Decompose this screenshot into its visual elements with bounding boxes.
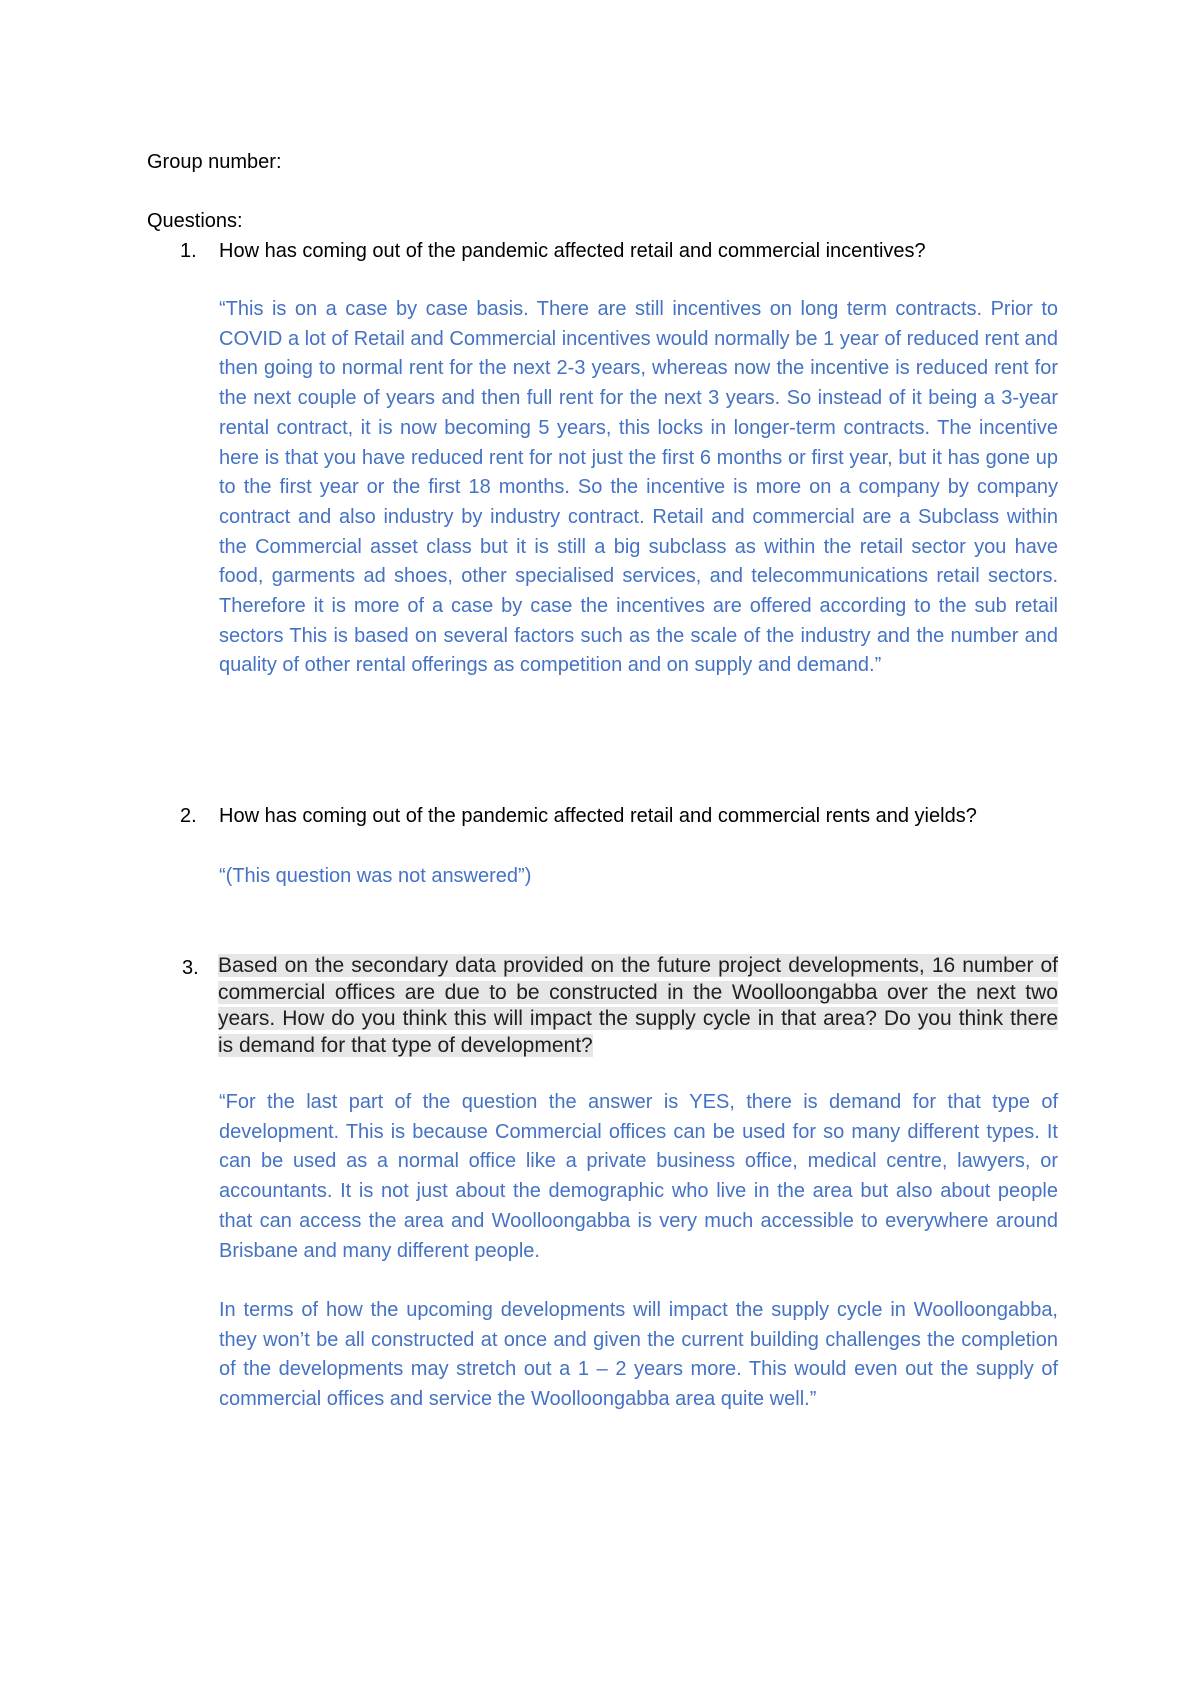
question-2-text: How has coming out of the pandemic affected retail and commercial rents and yields? <box>219 805 977 827</box>
question-3-highlighted-text: Based on the secondary data provided on the future project developments, 16 number of commercial offices are due to be constructed in the Woolloongabba over the next two years. How do you think this will impact the supply cycle in that area? Do you think there is demand for that type of development? <box>218 954 1058 1058</box>
question-3-number: 3. <box>182 957 199 979</box>
question-3-text <box>218 953 1058 1060</box>
group-number-label: Group number: <box>147 151 282 173</box>
question-1-number: 1. <box>180 240 197 262</box>
question-1-text: How has coming out of the pandemic affected retail and commercial incentives? <box>219 240 926 262</box>
question-2-number: 2. <box>180 805 197 827</box>
question-3-answer-part-2: In terms of how the upcoming developments will impact the supply cycle in Woolloongabba, they won’t be all constructed at once and given the current building challenges the completion of the developments may stretch out a 1 – 2 years more. This would even out the supply of commercial offices and service the Woolloongabba area quite well.” <box>219 1299 1058 1411</box>
question-2-answer: “(This question was not answered”) <box>219 865 532 887</box>
question-1-answer: “This is on a case by case basis. There are still incentives on long term contracts. Prior to COVID a lot of Retail and Commercial incentives would normally be 1 year of reduced rent and then going to normal rent for the next 2-3 years, whereas now the incentive is reduced rent for the next couple of years and then full rent for the next 3 years. So instead of it being a 3-year rental contract, it is now becoming 5 years, this locks in longer-term contracts. The incentive here is that you have reduced rent for not just the first 6 months or first year, but it has gone up to the first year or the first 18 months. So the incentive is more on a company by company contract and also industry by industry contract. Retail and commercial are a Subclass within the Commercial asset class but it is still a big subclass as within the retail sector you have food, garments ad shoes, other specialised services, and telecommunications retail sectors. Therefore it is more of a case by case the incentives are offered according to the sub retail sectors This is based on several factors such as the scale of the industry and the number and quality of other rental offerings as competition and on supply and demand.” <box>219 298 1058 677</box>
question-3-answer-part-1: “For the last part of the question the answer is YES, there is demand for that type of development. This is because Commercial offices can be used for so many different types. It can be used as a normal office like a private business office, medical centre, lawyers, or accountants. It is not just about the demographic who live in the area but also about people that can access the area and Woolloongabba is very much accessible to everywhere around Brisbane and many different people. <box>219 1091 1058 1262</box>
questions-label: Questions: <box>147 210 243 232</box>
